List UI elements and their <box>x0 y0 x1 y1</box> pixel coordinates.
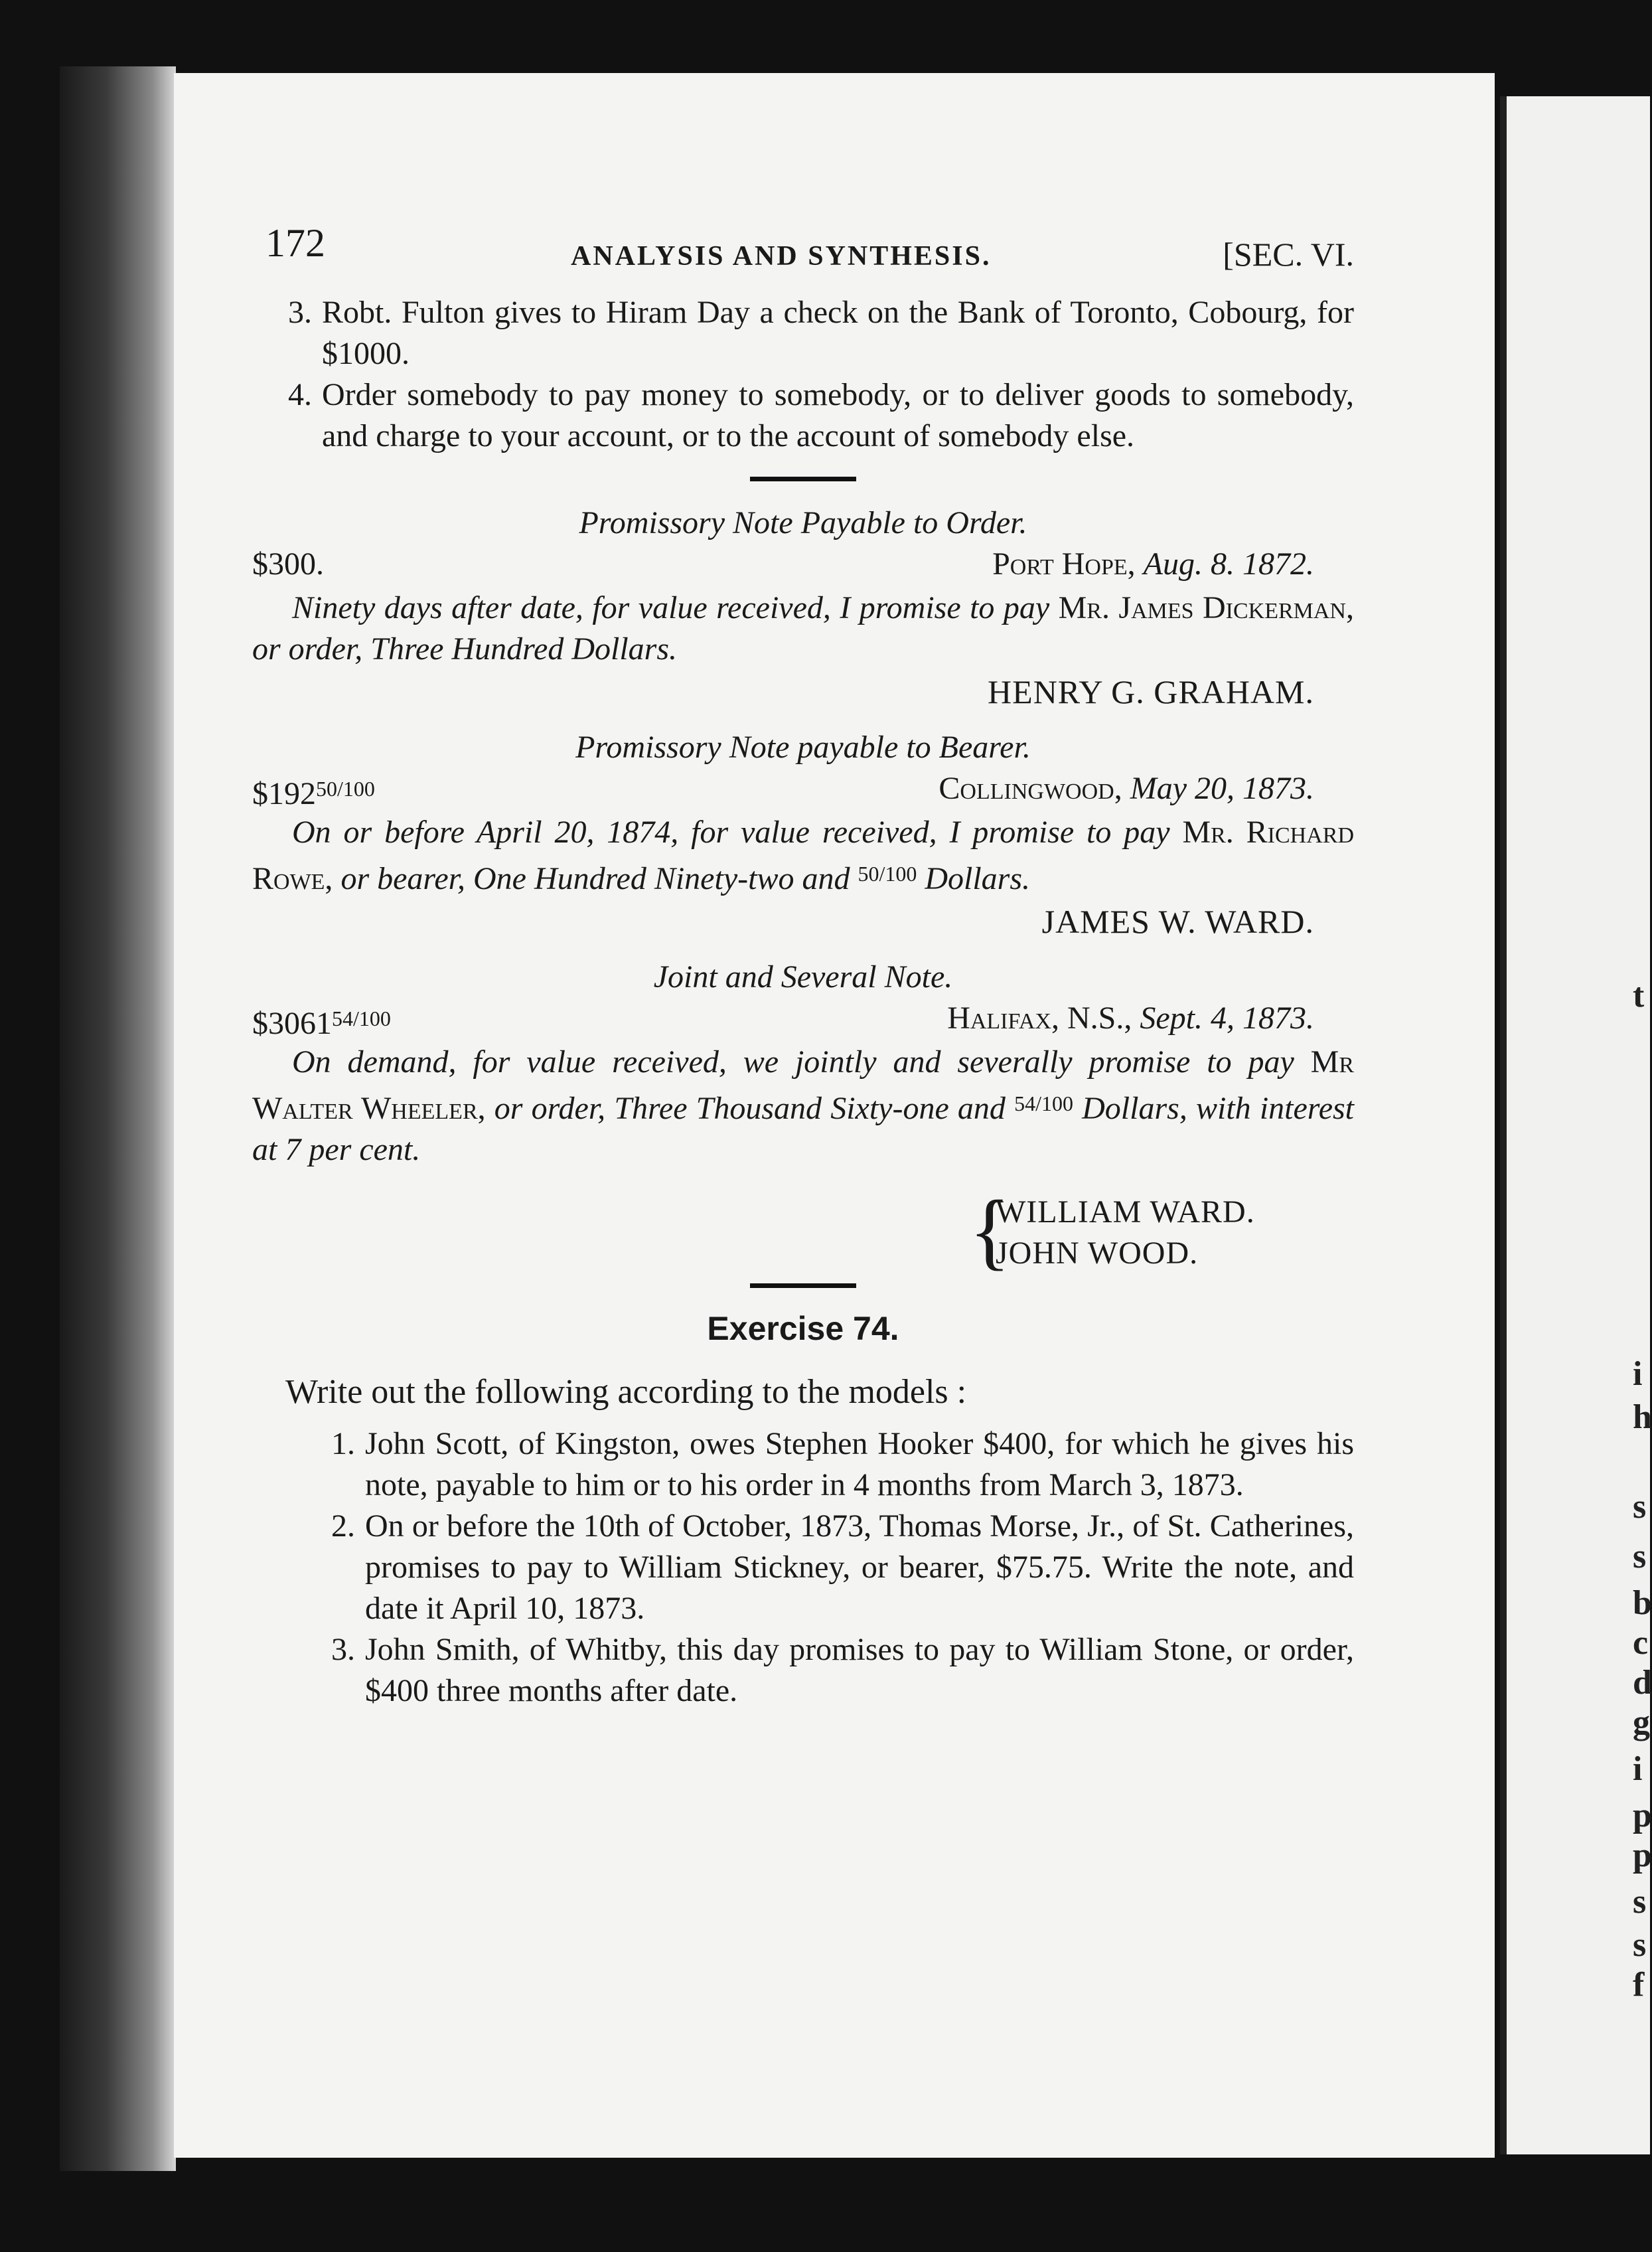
note-payee: Mr. Richard Rowe, <box>252 815 1355 896</box>
note-body-end: or order, Three Thousand Sixty-one and <box>494 1091 1006 1126</box>
note-title: Promissory Note Payable to Order. <box>579 505 1027 540</box>
book-spine <box>60 66 176 2171</box>
item-number: 2. <box>331 1508 355 1544</box>
page-fragment: s <box>1633 1926 1647 1964</box>
note-payee: Mr. James Dickerman, <box>1058 590 1354 625</box>
section-divider <box>750 1283 856 1288</box>
page-fragment: p <box>1633 1797 1652 1834</box>
note-place: Port Hope, <box>992 546 1136 582</box>
note-amount-fraction: 50/100 <box>316 777 375 801</box>
item-number: 4. <box>288 377 312 412</box>
note-body-tail: Dollars, with interest at 7 per cent. <box>252 1091 1355 1167</box>
note-signature: HENRY G. GRAHAM. <box>988 673 1314 710</box>
note-place: Collingwood, <box>939 771 1122 806</box>
exercise-item <box>252 1629 1354 1712</box>
signature-line: WILLIAM WARD. <box>996 1194 1255 1230</box>
note-body <box>252 588 1354 670</box>
list-item <box>252 292 1354 374</box>
page-fragment: i <box>1633 1750 1643 1788</box>
note-heading-line <box>252 998 1354 1042</box>
exercise-item <box>252 1423 1354 1506</box>
page-fragment: i <box>1633 1355 1643 1393</box>
note-body-text: On or before April 20, 1874, for value received, I promise to pay <box>292 815 1170 850</box>
page-fragment: s <box>1633 1538 1647 1575</box>
page-fragment: t <box>1633 977 1645 1014</box>
note-title: Promissory Note payable to Bearer. <box>575 730 1031 765</box>
note-date: Sept. 4, 1873. <box>1140 1001 1314 1036</box>
page-fragment: h <box>1633 1398 1652 1436</box>
note-amount <box>252 998 391 1044</box>
note-amount: $300. <box>252 546 324 582</box>
note-amount-whole: $192 <box>252 776 316 811</box>
list-item <box>252 374 1354 457</box>
item-text: Robt. Fulton gives to Hiram Day a check on the Bank of Toronto, Cobourg, for $1000. <box>322 295 1354 371</box>
item-number: 3. <box>331 1632 355 1667</box>
exercise-intro: Write out the following according to the models : <box>285 1373 967 1411</box>
page-fragment: g <box>1633 1704 1650 1741</box>
note-heading-line <box>252 544 1354 588</box>
note-place: Halifax, N.S., <box>947 1001 1132 1036</box>
page-fragment: s <box>1633 1883 1647 1921</box>
exercise-title: Exercise 74. <box>707 1310 899 1347</box>
note-amount <box>252 768 375 815</box>
note-amount-whole: $3061 <box>252 1006 332 1041</box>
joint-signature <box>252 1183 1354 1281</box>
running-title: ANALYSIS AND SYNTHESIS. <box>571 241 992 272</box>
note-title: Joint and Several Note. <box>653 959 953 995</box>
section-label: [SEC. VI. <box>1223 236 1354 273</box>
note-date: Aug. 8. 1872. <box>1143 546 1314 582</box>
note-body-fraction: 50/100 <box>858 862 917 886</box>
page-fragment: b <box>1633 1584 1652 1622</box>
page-fragment: c <box>1633 1624 1649 1662</box>
item-text: John Smith, of Whitby, this day promises to pay to William Stone, or order, $400 three months after date. <box>365 1632 1354 1708</box>
note-amount-fraction: 54/100 <box>332 1006 391 1030</box>
exercise-item <box>252 1506 1354 1629</box>
item-number: 3. <box>288 295 312 330</box>
note-date: May 20, 1873. <box>1130 771 1314 806</box>
brace-glyph: { <box>969 1183 1011 1279</box>
item-text: John Scott, of Kingston, owes Stephen Hooker $400, for which he gives his note, payable to him or to his order in 4 months from March 3, 1873. <box>365 1426 1354 1502</box>
note-body-fraction: 54/100 <box>1014 1091 1073 1115</box>
note-body-text: Ninety days after date, for value received, I promise to pay <box>292 590 1050 625</box>
signature-line: JOHN WOOD. <box>996 1236 1199 1271</box>
signature-names <box>996 1192 1255 1274</box>
note-body-end: or bearer, One Hundred Ninety-two and <box>340 861 850 896</box>
note-body <box>252 812 1354 900</box>
note-body-tail: Dollars. <box>925 861 1031 896</box>
note-heading-line <box>252 768 1354 812</box>
page-number: 172 <box>265 221 325 265</box>
note-body-text: On demand, for value received, we jointly and severally promise to pay <box>292 1044 1294 1080</box>
note-body-end: or order, Three Hundred Dollars. <box>252 631 678 667</box>
item-number: 1. <box>331 1426 355 1461</box>
page-fragment: d <box>1633 1664 1652 1702</box>
item-text: Order somebody to pay money to somebody, or to deliver goods to somebody, and charge to your account, or to the account of somebody else. <box>322 377 1354 453</box>
page-fragment: s <box>1633 1488 1647 1526</box>
note-signature: JAMES W. WARD. <box>1041 903 1314 940</box>
note-place-date <box>947 998 1314 1039</box>
note-payee: Mr Walter Wheeler, <box>252 1044 1355 1126</box>
page-fragment: f <box>1633 1966 1645 2004</box>
item-text: On or before the 10th of October, 1873, Thomas Morse, Jr., of St. Catherines, promises to pay to William Stickney, or bearer, $75.75. Write the note, and date it April 10, 1873. <box>365 1508 1354 1626</box>
section-divider <box>750 477 856 481</box>
note-body <box>252 1042 1354 1170</box>
running-header <box>252 212 1354 272</box>
note-place-date <box>939 768 1314 809</box>
page-fragment: p <box>1633 1836 1652 1874</box>
note-place-date <box>992 544 1314 585</box>
adjacent-page-edge <box>1500 96 1650 2154</box>
page-content <box>252 212 1354 1712</box>
